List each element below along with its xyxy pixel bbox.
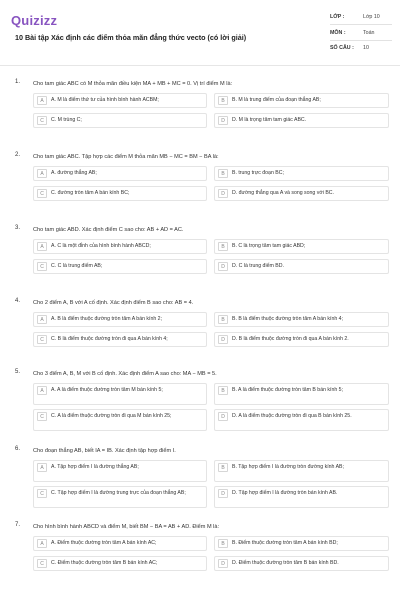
option-text: B. Điểm thuộc đường tròn tâm A bán kính BD; xyxy=(232,540,338,546)
answer-option-b[interactable] xyxy=(214,93,389,108)
question-number: 3. xyxy=(15,225,21,231)
answer-option-a[interactable] xyxy=(33,312,207,327)
option-text: D. Tập hợp điểm I là đường tròn bán kính AB. xyxy=(232,490,338,496)
question-number: 2. xyxy=(15,152,21,158)
option-letter-badge: C xyxy=(37,116,47,125)
option-text: C. C là trung điểm AB; xyxy=(51,263,103,269)
answer-option-a[interactable] xyxy=(33,383,207,405)
page-title: 10 Bài tập Xác định các điểm thỏa mãn đẳng thức vecto (có lời giải) xyxy=(15,33,247,42)
question-number: 1. xyxy=(15,79,21,85)
option-letter-badge: D xyxy=(218,335,228,344)
answer-option-d[interactable] xyxy=(214,332,389,347)
option-text: D. C là trung điểm BD. xyxy=(232,263,284,269)
question-text: Cho 3 điểm A, B, M với B cố định. Xác định điểm A sao cho: MA − MB = 5. xyxy=(33,371,217,377)
option-letter-badge: C xyxy=(37,262,47,271)
option-letter-badge: C xyxy=(37,489,47,498)
page-header xyxy=(0,0,400,66)
option-text: B. Tập hợp điểm I là đường tròn đường kính AB; xyxy=(232,464,344,470)
meta-value: 10 xyxy=(363,45,369,51)
answer-option-c[interactable] xyxy=(33,486,207,508)
option-text: C. đường tròn tâm A bán kính BC; xyxy=(51,190,130,196)
meta-label: LỚP : xyxy=(330,14,345,20)
option-letter-badge: D xyxy=(218,559,228,568)
question-text: Cho tam giác ABD. Xác định điểm C sao cho: AB + AD = AC. xyxy=(33,227,184,233)
option-text: C. Điểm thuộc đường tròn tâm B bán kính AC; xyxy=(51,560,158,566)
option-letter-badge: B xyxy=(218,96,228,105)
question-number: 4. xyxy=(15,298,21,304)
answer-option-c[interactable] xyxy=(33,186,207,201)
answer-option-d[interactable] xyxy=(214,486,389,508)
option-letter-badge: C xyxy=(37,189,47,198)
question-number: 6. xyxy=(15,446,21,452)
answer-option-b[interactable] xyxy=(214,383,389,405)
question-text: Cho đoạn thẳng AB, biết IA = IB. Xác định tập hợp điểm I. xyxy=(33,448,176,454)
quizizz-logo: Quizizz xyxy=(11,13,58,28)
option-text: A. A là điểm thuộc đường tròn tâm M bán kính 5; xyxy=(51,387,163,393)
option-letter-badge: B xyxy=(218,169,228,178)
option-letter-badge: A xyxy=(37,386,47,395)
answer-option-d[interactable] xyxy=(214,409,389,431)
meta-value: Toán xyxy=(363,30,375,36)
answer-option-b[interactable] xyxy=(214,312,389,327)
option-text: A. B là điểm thuộc đường tròn tâm A bán kính 2; xyxy=(51,316,162,322)
option-letter-badge: A xyxy=(37,242,47,251)
option-letter-badge: D xyxy=(218,412,228,421)
option-text: B. A là điểm thuộc đường tròn tâm B bán kính 5; xyxy=(232,387,343,393)
option-text: C. B là điểm thuộc đường tròn đi qua A bán kính 4; xyxy=(51,336,168,342)
option-text: A. C là một đỉnh của hình bình hành ABCD; xyxy=(51,243,151,249)
answer-option-a[interactable] xyxy=(33,460,207,482)
answer-option-a[interactable] xyxy=(33,93,207,108)
option-text: D. A là điểm thuộc đường tròn đi qua B bán kính 25. xyxy=(232,413,352,419)
option-letter-badge: B xyxy=(218,463,228,472)
option-text: A. đường thẳng AB; xyxy=(51,170,97,176)
answer-option-c[interactable] xyxy=(33,409,207,431)
answer-option-a[interactable] xyxy=(33,536,207,551)
meta-label: MÔN : xyxy=(330,30,346,36)
answer-option-d[interactable] xyxy=(214,556,389,571)
answer-option-c[interactable] xyxy=(33,259,207,274)
option-letter-badge: C xyxy=(37,335,47,344)
option-letter-badge: D xyxy=(218,116,228,125)
answer-option-b[interactable] xyxy=(214,239,389,254)
option-letter-badge: A xyxy=(37,315,47,324)
option-letter-badge: A xyxy=(37,169,47,178)
meta-label: SỐ CÂU : xyxy=(330,45,354,51)
option-text: C. A là điểm thuộc đường tròn đi qua M bán kính 25; xyxy=(51,413,172,419)
answer-option-b[interactable] xyxy=(214,166,389,181)
option-text: C. Tập hợp điểm I là đường trung trực của đoạn thẳng AB; xyxy=(51,490,186,496)
option-letter-badge: B xyxy=(218,242,228,251)
option-letter-badge: A xyxy=(37,463,47,472)
option-text: B. C là trọng tâm tam giác ABD; xyxy=(232,243,306,249)
answer-option-c[interactable] xyxy=(33,113,207,128)
question-number: 7. xyxy=(15,522,21,528)
question-number: 5. xyxy=(15,369,21,375)
option-letter-badge: C xyxy=(37,412,47,421)
option-letter-badge: A xyxy=(37,96,47,105)
option-text: B. M là trung điểm của đoạn thẳng AB; xyxy=(232,97,321,103)
answer-option-d[interactable] xyxy=(214,186,389,201)
answer-option-c[interactable] xyxy=(33,556,207,571)
option-text: D. M là trọng tâm tam giác ABC. xyxy=(232,117,307,123)
answer-option-b[interactable] xyxy=(214,536,389,551)
option-text: A. Tập hợp điểm I là đường thẳng AB; xyxy=(51,464,139,470)
option-text: D. Điểm thuộc đường tròn tâm B bán kính BD. xyxy=(232,560,339,566)
option-text: A. Điểm thuộc đường tròn tâm A bán kính AC; xyxy=(51,540,157,546)
option-letter-badge: D xyxy=(218,189,228,198)
answer-option-c[interactable] xyxy=(33,332,207,347)
option-letter-badge: D xyxy=(218,262,228,271)
answer-option-a[interactable] xyxy=(33,166,207,181)
question-text: Cho tam giác ABC có M thỏa mãn điều kiện MA + MB + MC = 0. Vị trí điểm M là: xyxy=(33,81,233,87)
answer-option-d[interactable] xyxy=(214,259,389,274)
question-text: Cho 2 điểm A, B với A cố định. Xác định điểm B sao cho: AB = 4. xyxy=(33,300,194,306)
option-letter-badge: B xyxy=(218,539,228,548)
option-text: A. M là điểm thứ tư của hình bình hành ACBM; xyxy=(51,97,159,103)
option-text: B. trung trực đoạn BC; xyxy=(232,170,284,176)
answer-option-b[interactable] xyxy=(214,460,389,482)
option-letter-badge: C xyxy=(37,559,47,568)
answer-option-d[interactable] xyxy=(214,113,389,128)
option-letter-badge: B xyxy=(218,386,228,395)
option-text: B. B là điểm thuộc đường tròn tâm A bán kính 4; xyxy=(232,316,343,322)
question-text: Cho hình bình hành ABCD và điểm M, biết BM − BA = AB + AD. Điểm M là: xyxy=(33,524,220,530)
option-letter-badge: A xyxy=(37,539,47,548)
question-text: Cho tam giác ABC. Tập hợp các điểm M thỏa mãn MB − MC = BM − BA là: xyxy=(33,154,219,160)
option-letter-badge: D xyxy=(218,489,228,498)
option-letter-badge: B xyxy=(218,315,228,324)
option-text: C. M trùng C; xyxy=(51,117,82,123)
meta-value: Lớp 10 xyxy=(363,14,380,20)
option-text: D. B là điểm thuộc đường tròn đi qua A bán kính 2. xyxy=(232,336,349,342)
option-text: D. đường thẳng qua A và song song với BC. xyxy=(232,190,334,196)
answer-option-a[interactable] xyxy=(33,239,207,254)
